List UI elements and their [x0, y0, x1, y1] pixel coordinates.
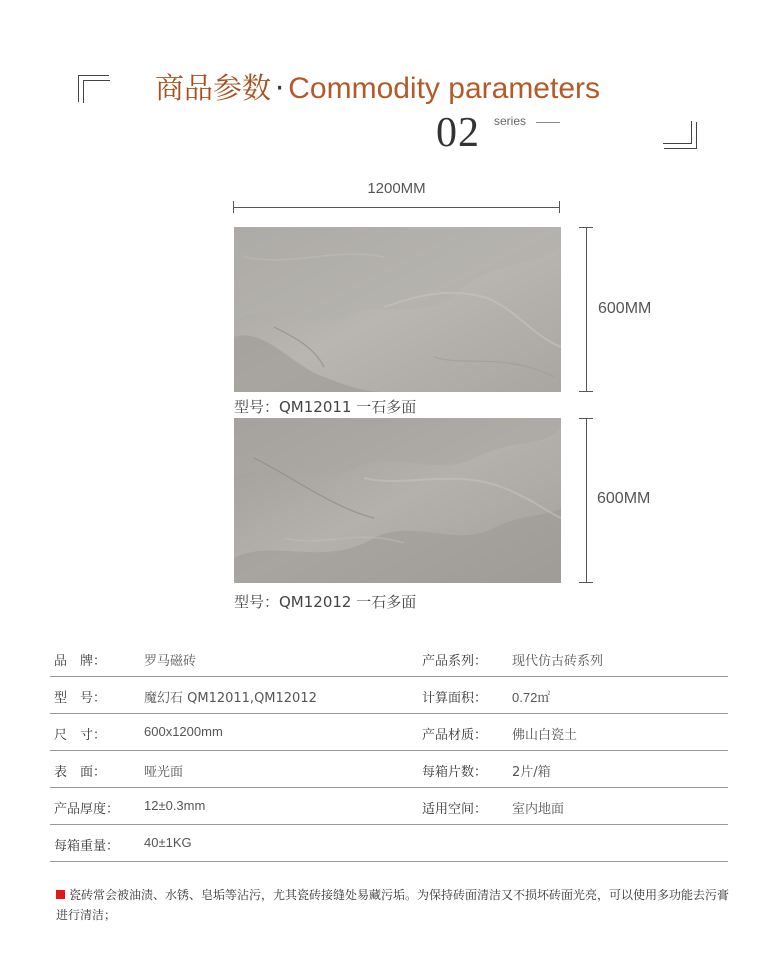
- spec-label: 每箱片数：: [422, 765, 488, 780]
- spec-label: 产品厚度：: [54, 802, 120, 817]
- tile-image-qm12011: [234, 227, 561, 392]
- page-title: [155, 70, 600, 107]
- dimension-height-tick-bottom-1: [579, 391, 593, 392]
- marble-texture-2: [234, 418, 561, 583]
- dimension-height-tick-top-2: [579, 418, 593, 419]
- spec-value: 现代仿古砖系列: [512, 654, 604, 669]
- spec-value: 佛山白瓷土: [512, 728, 578, 743]
- dimension-height-line-1: [586, 227, 587, 392]
- care-note-text: 瓷砖常会被油渍、水锈、皂垢等沾污，尤其瓷砖接缝处易藏污垢。为保持砖面清洁又不损坏砖面光亮，可以使用多功能去污膏进行清洁；: [56, 888, 730, 922]
- red-square-icon: [56, 890, 65, 899]
- dimension-height-tick-bottom-2: [579, 582, 593, 583]
- tile-caption-1: 型号：QM12011 一石多面: [234, 398, 417, 416]
- tile-caption-2: 型号：QM12012 一石多面: [234, 593, 417, 611]
- spec-value: 600x1200mm: [144, 724, 223, 739]
- dimension-height-tick-top-1: [579, 227, 593, 228]
- dimension-height-label-1: 600MM: [598, 300, 652, 317]
- dimension-height-label-2: 600MM: [597, 490, 651, 507]
- spec-row: [50, 640, 728, 677]
- spec-label: 产品材质：: [422, 728, 488, 743]
- spec-value: 2片/箱: [512, 765, 551, 780]
- spec-value: 12±0.3mm: [144, 798, 206, 813]
- spec-label: 计算面积：: [422, 691, 488, 706]
- dimension-width-tick-right: [559, 201, 560, 213]
- spec-label: 尺 寸：: [54, 728, 107, 743]
- spec-row: [50, 788, 728, 825]
- spec-value: 魔幻石 QM12011,QM12012: [144, 691, 317, 706]
- dimension-width-tick-left: [233, 201, 234, 213]
- spec-label: 每箱重量：: [54, 839, 120, 854]
- tile-image-qm12012: [234, 418, 561, 583]
- series-number: 02: [436, 110, 480, 156]
- title-english: Commodity parameters: [288, 72, 600, 105]
- title-separator: ·: [275, 71, 285, 105]
- spec-row: [50, 677, 728, 714]
- marble-texture-1: [234, 227, 561, 392]
- spec-value: 罗马磁砖: [144, 654, 197, 669]
- spec-value: 哑光面: [144, 765, 184, 780]
- spec-label: 产品系列：: [422, 654, 488, 669]
- spec-label: 适用空间：: [422, 802, 488, 817]
- series-divider: [536, 122, 560, 123]
- spec-label: 品 牌：: [54, 654, 107, 669]
- spec-value: 0.72㎡: [512, 690, 551, 705]
- spec-value: 室内地面: [512, 802, 565, 817]
- care-note: [56, 885, 736, 925]
- spec-row: [50, 751, 728, 788]
- spec-row: [50, 825, 728, 862]
- spec-value: 40±1KG: [144, 835, 192, 850]
- dimension-height-line-2: [586, 418, 587, 583]
- corner-bracket-bottom-right: [664, 122, 697, 149]
- title-chinese: 商品参数: [155, 71, 272, 105]
- spec-label: 表 面：: [54, 765, 107, 780]
- spec-label: 型 号：: [54, 691, 107, 706]
- dimension-width-label: 1200MM: [367, 180, 426, 197]
- dimension-width-line: [233, 207, 560, 208]
- spec-row: [50, 714, 728, 751]
- series-label: series: [494, 114, 527, 128]
- corner-bracket-top-left: [78, 75, 109, 102]
